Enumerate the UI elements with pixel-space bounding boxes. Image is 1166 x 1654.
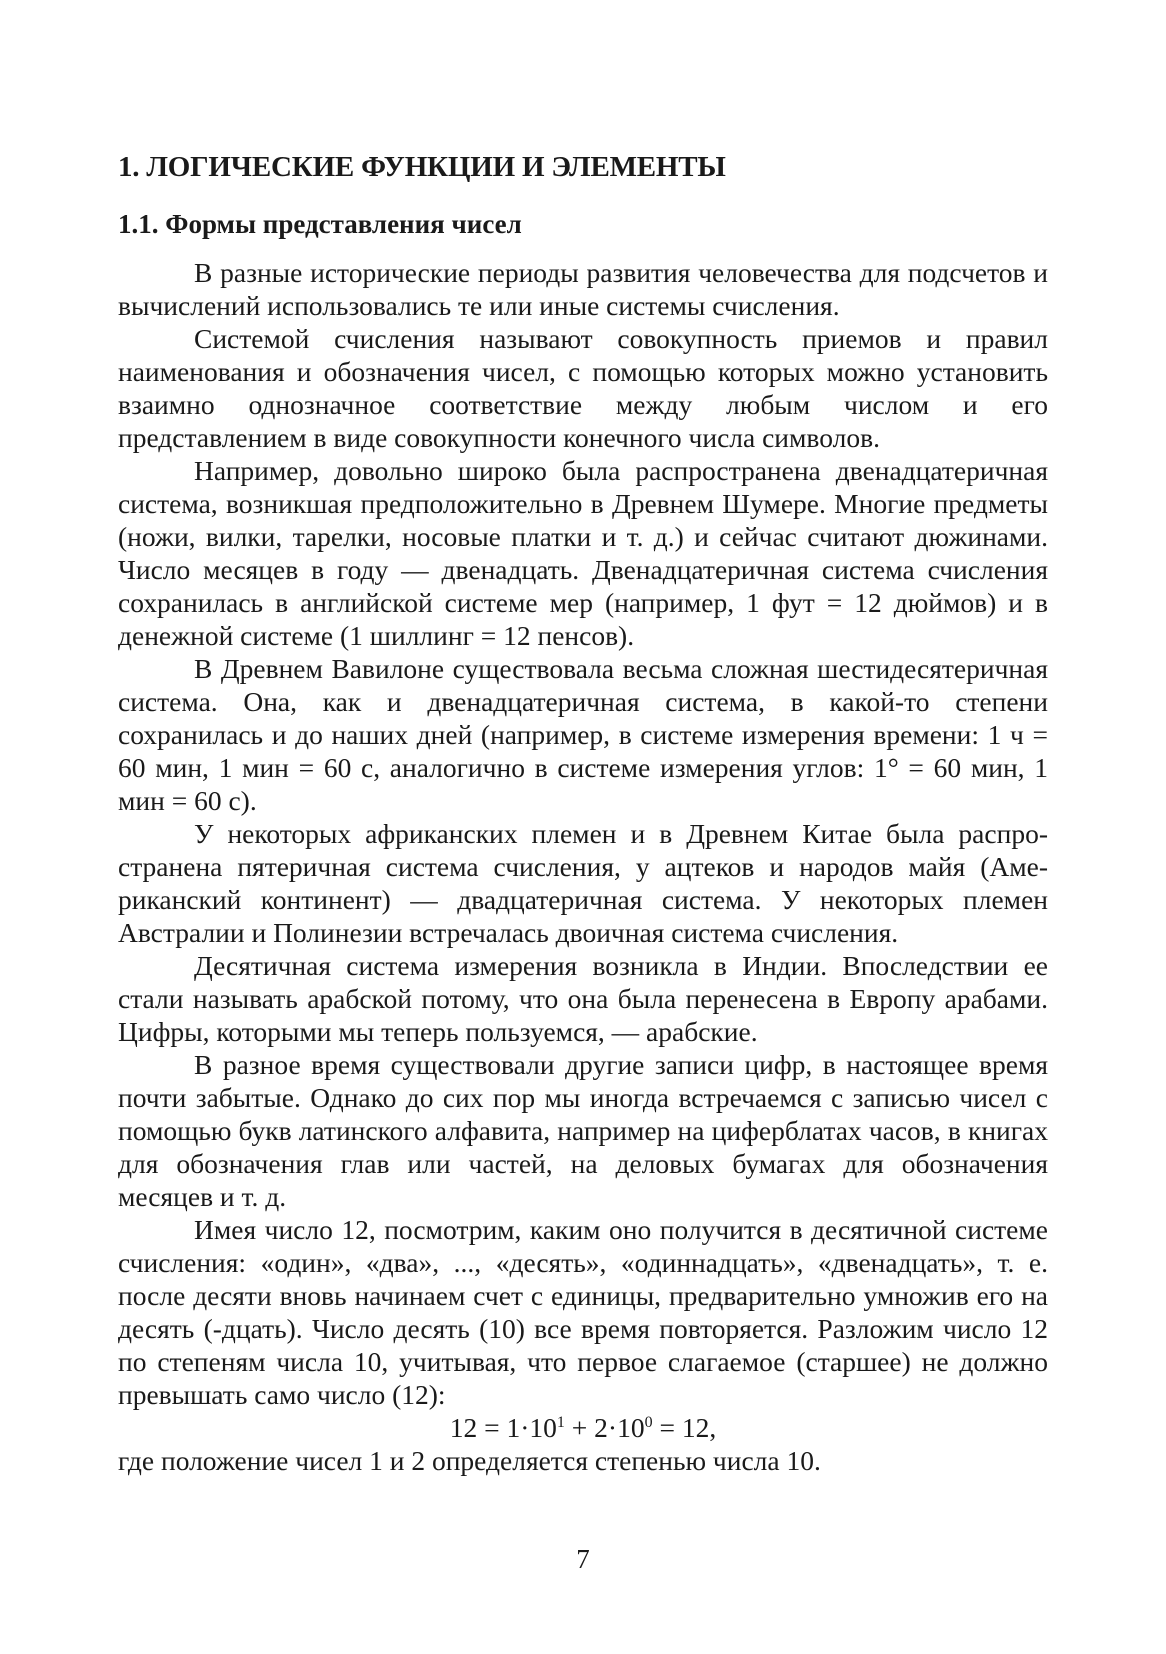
- page-number: 7: [576, 1544, 590, 1574]
- paragraph-3: Например, довольно широко была распространена двенадцатеричная система, возникшая предположительно в Древнем Шумере. Многие предметы (ножи, вилки, тарелки, носовые платки и т. д.) и сейчас считают дюжинами. Число месяцев в году — двенадцать. Двенадцатеричная система счисления сохранилась в английской системе мер (например, 1 фут = 12 дюймов) и в денежной системе (1 шиллинг = 12 пенсов).: [118, 455, 1048, 651]
- page-content: [118, 148, 1048, 1477]
- formula-exponent-2: 0: [644, 1413, 653, 1431]
- paragraph-5: У некоторых африканских племен и в Древнем Китае была распространена пятеричная система счисления, у ацтеков и народов майя (Американский континент) — двадцатеричная система. У некоторых племен Австралии и Полинезии встречалась двоичная система счисления.: [118, 818, 1048, 948]
- paragraph-1: В разные исторические периоды развития человечества для подсчетов и вычислений использовались те или иные системы счисления.: [118, 257, 1048, 321]
- paragraph-4: В Древнем Вавилоне существовала весьма сложная шестидесятеричная система. Она, как и двенадцатеричная система, в какой-то степени сохранилась и до наших дней (например, в системе измерения времени: 1 ч = 60 мин, 1 мин = 60 с, аналогично в системе измерения углов: 1° = 60 мин, 1 мин = 60 с).: [118, 653, 1048, 816]
- chapter-title: 1. ЛОГИЧЕСКИЕ ФУНКЦИИ И ЭЛЕМЕНТЫ: [118, 151, 726, 183]
- section-title: 1.1. Формы представления чисел: [118, 209, 522, 239]
- paragraph-8: Имея число 12, посмотрим, каким оно получится в десятичной системе счисления: «один», «два», ..., «десять», «одиннадцать», «двенадцать», т. е. после десяти вновь начинаем счет с единицы, предварительно умножив его на десять (-дцать). Число десять (10) все время повторяется. Разложим число 12 по степеням числа 10, учитывая, что первое слагаемое (старшее) не должно превышать само число (12):: [118, 1214, 1048, 1410]
- paragraph-6: Десятичная система измерения возникла в Индии. Впоследствии ее стали называть арабской потому, что она была перенесена в Европу арабами. Цифры, которыми мы теперь пользуемся, — арабские.: [118, 950, 1048, 1047]
- formula-mid: + 2·10: [564, 1412, 645, 1443]
- formula-exponent-1: 1: [556, 1413, 565, 1431]
- formula-rhs: = 12,: [652, 1412, 717, 1443]
- formula-lhs: 12 = 1·10: [449, 1412, 557, 1443]
- paragraph-7: В разное время существовали другие записи цифр, в настоящее время почти забытые. Однако до сих пор мы иногда встречаемся с записью чисел с помощью букв латинского алфавита, например на циферблатах часов, в книгах для обозначения глав или частей, на деловых бумагах для обозначения месяцев и т. д.: [118, 1049, 1048, 1212]
- formula: [118, 1411, 1048, 1444]
- closing-text: где положение чисел 1 и 2 определяется степенью числа 10.: [118, 1445, 821, 1476]
- paragraph-2: Системой счисления называют совокупность приемов и правил наименования и обозначения чисел, с помощью которых можно установить взаимно однозначное соответствие между любым числом и его представлением в виде совокупности конечного числа символов.: [118, 323, 1048, 453]
